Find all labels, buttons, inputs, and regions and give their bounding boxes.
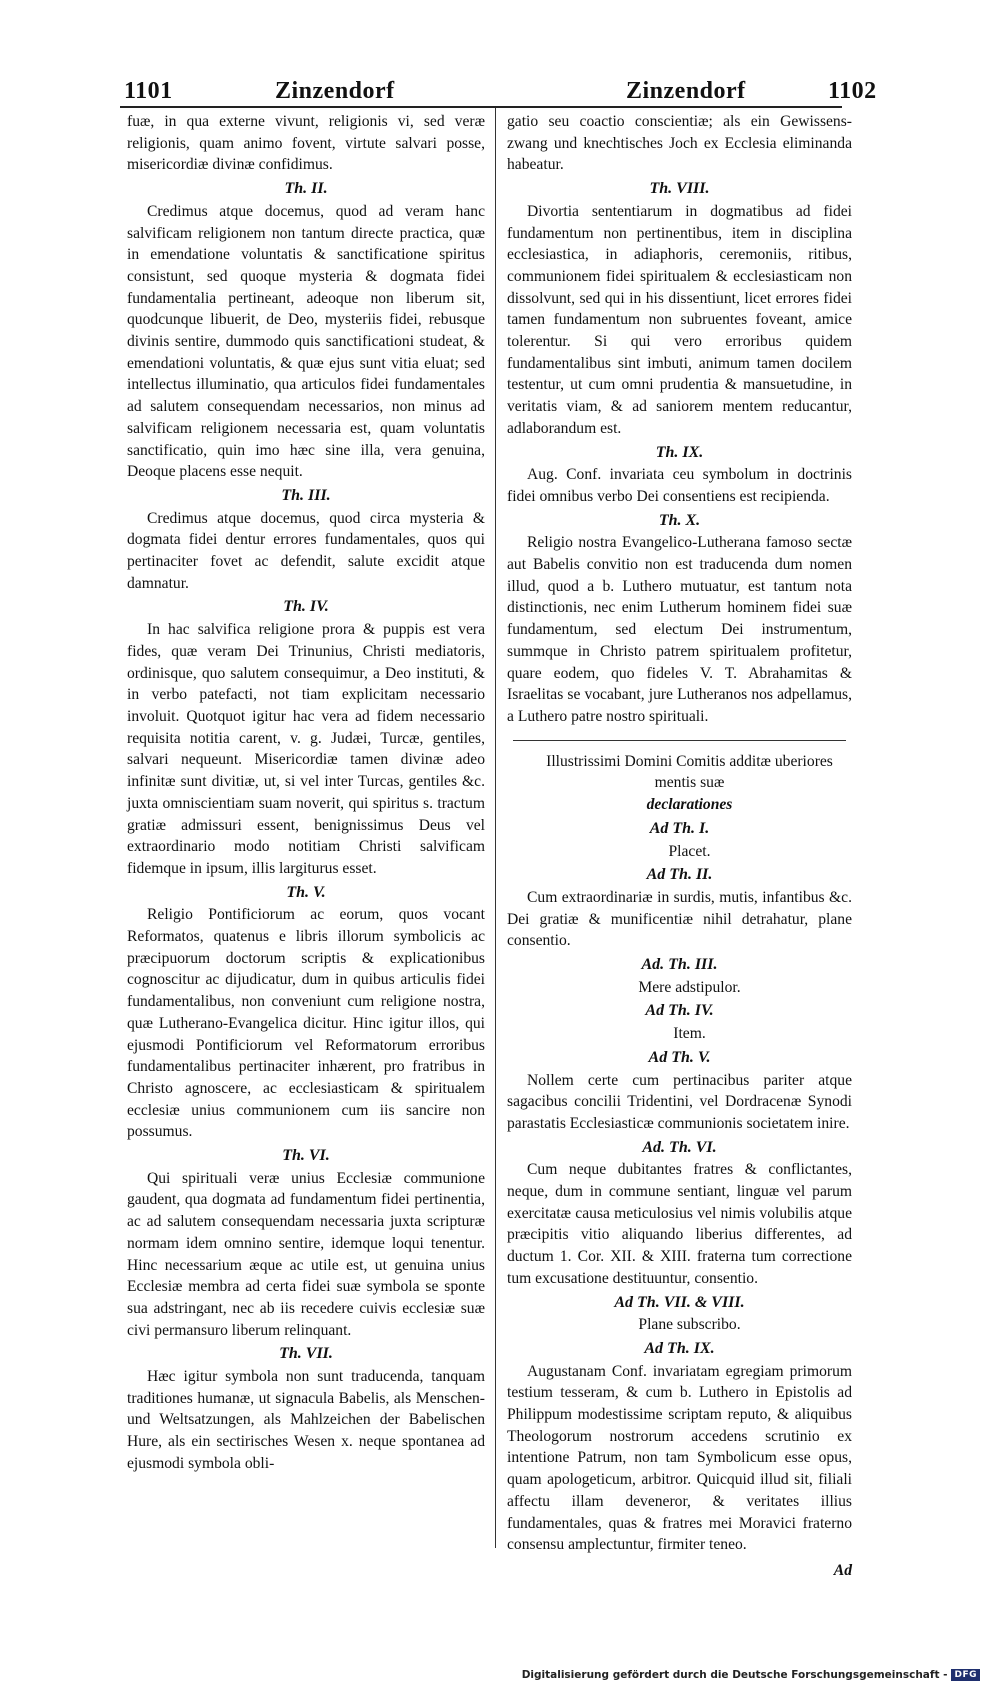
paragraph-intro: fuæ, in qua externe vivunt, religionis vi, sed veræ religionis, quam animo fovent, virtute salvari posse, misericordiæ divinæ confidimus. (127, 113, 485, 174)
column-divider (495, 108, 496, 1548)
thesis-heading-2: Th. II. (284, 180, 328, 198)
declarations-intro-line-2: mentis suæ (654, 774, 725, 792)
page-number-left: 1101 (124, 78, 173, 104)
thesis-heading-9: Th. IX. (655, 443, 704, 461)
thesis-text-4: In hac salvifica religione prora & puppis est vera fides, quæ veram Dei Trinunius, Christi mediatoris, ordinisque, quo salutem consequimur, a Deo instituti, & in verbo patefacti, not tiam explicitam necessario involuit. Quotquot igitur hac vera ad fidem necessario requisita notitia carent, v. g. Judæi, Turcæ, gentiles, salvari nequeunt. Misericordiæ tamen divinæ adeo infinitæ sunt divitiæ, ut, si vel inter Turcas, gentiles &c. juxta omniscientiam suam noverit, qui spiritus s. tractum gratiæ admissuri essent, benignissimus Deus vel extraordinario modo notitiam Christi salvificam fidemque in ipsum, illis largiturus esset. (127, 621, 485, 877)
thesis-heading-5: Th. V. (286, 883, 326, 901)
thesis-heading-10: Th. X. (658, 511, 701, 529)
ad-heading-1: Ad Th. I. (649, 819, 710, 837)
ad-heading-5: Ad Th. V. (648, 1048, 711, 1066)
thesis-heading-3: Th. III. (281, 486, 331, 504)
thesis-heading-6: Th. VI. (282, 1147, 330, 1165)
thesis-text-3: Credimus atque docemus, quod circa mysteria & dogmata fidei dentur errores fundamentales, quos qui pertinaciter fovet ac defendit, salute excidit atque damnatur. (127, 509, 485, 592)
ad-heading-7-8: Ad Th. VII. & VIII. (614, 1293, 745, 1311)
declarations-intro-line-1: Illustrissimi Domini Comitis additæ uberiores (546, 752, 833, 770)
thesis-text-7: Hæc igitur symbola non sunt traducenda, tanquam traditiones humanæ, ut signacula Babelis, als Menschen- und Weltsatzungen, als Mahlzeichen der Babelischen Hure, als ein sectirisches Wesen x. neque spontanea ad ejusmodi symbola obli- (127, 1368, 485, 1472)
left-column (127, 111, 485, 1475)
thesis-heading-8: Th. VIII. (649, 180, 710, 198)
ad-text-2: Cum extraordinariæ in surdis, mutis, infantibus &c. Dei gratiæ & munificentiæ nihil detrahatur, plane consentio. (507, 888, 852, 950)
ad-text-6: Cum neque dubitantes fratres & conflictantes, neque, dum in commune sentiant, linguæ vel parum exercitatæ causa meticulosius vel nimis volubilis atque præcipitis vitio aliquando liberius differentes, ad ductum 1. Cor. XII. & XIII. fraterna tum correctione tum excusatione destituuntur, consentio. (507, 1161, 852, 1287)
dfg-logo-icon: DFG (951, 1669, 980, 1681)
thesis-text-6: Qui spirituali veræ unius Ecclesiæ communione gaudent, qua dogmata ad fundamentum fidei pertinentia, ac ad salutem consequendam necessaria juxta scripturæ normam idem omnino sentire, idemque loqui tenentur. Hinc necessarium æque ac utile est, ut genuina unius Ecclesiæ membra ad certa fidei suæ symbola se sponte sua adstringant, nec ab iis recedere cuivis ecclesiæ suæ civi permansuro liberum relinquant. (127, 1169, 485, 1339)
thesis-text-10: Religio nostra Evangelico-Lutherana famoso sectæ aut Babelis convitio non est traducenda dum nomen illud, quod a b. Luthero mutuatur, est tantum nota distinctionis, nec enim Lutherum hominem fidei suæ fundamentum, sed electum Dei instrumentum, summque in Christo patrem spiritualem profitetur, quare eodem, quo fideles V. T. Abrahamitas & Israelitas se vocabant, jure Lutheranos nos adpellamus, a Luthero patre nostro spirituali. (507, 534, 852, 725)
catchword: Ad (833, 1562, 852, 1579)
ad-text-5: Nollem certe cum pertinacibus pariter atque sagacibus concilii Tridentini, vel Dordracenæ Synodi parastatis Ecclesiasticæ communionis societatem inire. (507, 1071, 852, 1132)
thesis-text-5: Religio Pontificiorum ac eorum, quos vocant Reformatos, quatenus e libris illorum symbolicis ac præcipuorum doctorum scriptis & explicationibus cognoscitur ac dijudicatur, dum in quibus articulis fidei fundamentalibus, non conveniunt cum religione nostra, quæ Lutherano-Evangelica dicitur. Hinc igitur illos, qui ejusmodi Pontificiorum vel Reformatorum erroribus fundamentalibus pertinaciter inhærent, pro fratribus in Christo agnoscere, ac ecclesiasticam & spiritualem ecclesiæ unius communionem cum iis sancire non possumus. (127, 906, 485, 1141)
thesis-text-8: Divortia sententiarum in dogmatibus ad fidei fundamentum non pertinentibus, item in disciplina ecclesiastica, in adiaphoris, ceremoniis, ritibus, communionem fidei spiritualem & ecclesiasticam non dissolvunt, sed qui in his dissentiunt, licet errores fidei tamen fundamentum non subruentes foveant, amice tolerentur. Si qui vero erroribus quidem fundamentalibus sint imbuti, animum tamen docilem testentur, ut cum omni prudentia & mansuetudine, in veritatis viam, & ad saniorem mentem reducantur, adlaborandum est. (507, 202, 852, 437)
declarations-title: declarationes (646, 796, 733, 814)
thesis-heading-4: Th. IV. (283, 598, 329, 616)
digitization-credit (522, 1669, 980, 1681)
right-column (507, 111, 852, 1582)
thesis-heading-7: Th. VII. (279, 1345, 333, 1363)
page-number-right: 1102 (828, 78, 877, 104)
ad-text-4: Item. (673, 1025, 706, 1043)
ad-heading-4: Ad Th. IV. (645, 1002, 714, 1020)
thesis-text-2: Credimus atque docemus, quod ad veram hanc salvificam religionem non tantum directe practica, quæ in emendatione voluntatis & sanctificatione spiritus consistunt, sed quoque mysteria & dogmata fidei fundamentalia pertineant, adeoque non liberum sit, quodcunque libuerit, de Deo, mysteriis fidei, rebusque divinis sentire, dummodo quis sanctificationi studeat, & emendationi voluntatis, & quæ ejus sunt vitia eluat; sed intellectus illuminatio, qua articulos fidei fundamentales ad salutem consequendam necessarios, non minus ad salvificam religionem necessaria est, quam voluntatis sanctificatio, quin imo hæc sine illa, vera genuina, Deoque placens esse nequit. (127, 202, 485, 481)
section-divider (513, 740, 846, 741)
ad-heading-2: Ad Th. II. (646, 866, 713, 884)
paragraph-continued: gatio seu coactio conscientiæ; als ein Gewissens-zwang und knechtisches Joch ex Ecclesia eliminanda habeatur. (507, 113, 852, 174)
ad-text-3: Mere adstipulor. (638, 978, 741, 996)
ad-heading-9: Ad Th. IX. (644, 1339, 715, 1357)
thesis-text-9: Aug. Conf. invariata ceu symbolum in doctrinis fidei omnibus verbo Dei consentiens est recipienda. (507, 466, 852, 505)
credit-text: Digitalisierung gefördert durch die Deutsche Forschungsgemeinschaft - (521, 1669, 948, 1681)
ad-text-1: Placet. (668, 842, 711, 860)
ad-text-7-8: Plane subscribo. (638, 1316, 741, 1334)
ad-heading-3: Ad. Th. III. (641, 956, 718, 974)
ad-text-9: Augustanam Conf. invariatam egregiam primorum testium tesseram, & cum b. Luthero in Epistolis ad Philippum modestissime scriptam reputo, & aliquibus Theologorum nostrorum accedens scrutinio ex intentione Patrum, non tam Symbolicum esse opus, quam apologeticum, arbitror. Quicquid illud sit, filiali affectu illam deveneror, & veritates illius fundamentales, quas & fratres mei Moravici fraterno consensu amplectuntur, firmiter teneo. (507, 1362, 852, 1554)
header-rule (120, 106, 842, 108)
running-title-left: Zinzendorf (275, 78, 395, 104)
running-title-right: Zinzendorf (626, 78, 746, 104)
ad-heading-6: Ad. Th. VI. (642, 1138, 717, 1156)
